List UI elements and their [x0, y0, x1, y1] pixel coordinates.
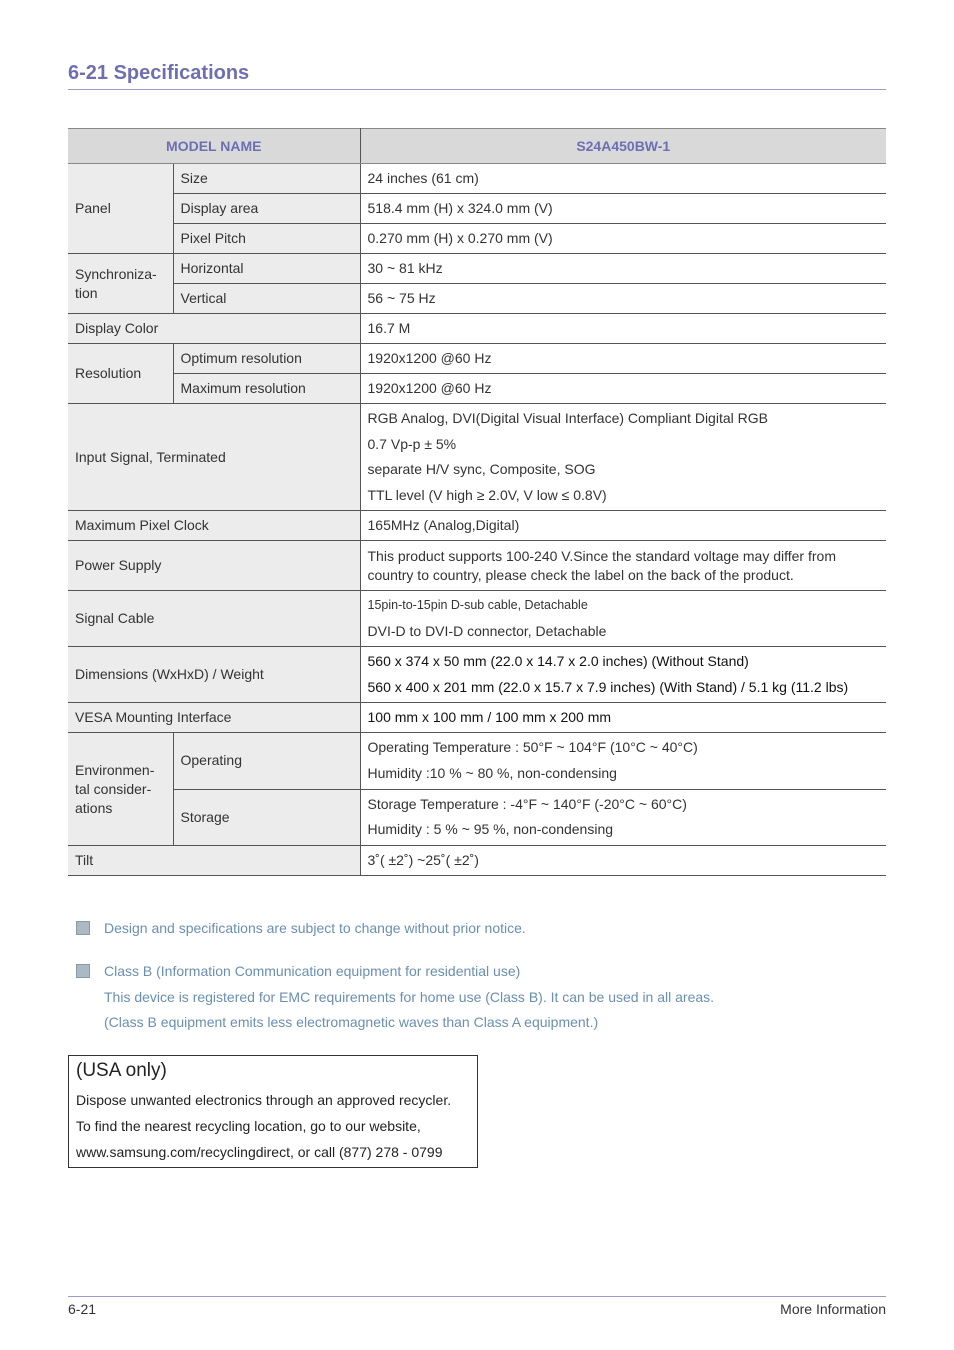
usa-line: Dispose unwanted electronics through an approved recycler. — [76, 1092, 452, 1108]
value-line: 560 x 400 x 201 mm (22.0 x 15.7 x 7.9 inches) (With Stand) / 5.1 kg (11.2 lbs) — [367, 678, 849, 695]
usa-heading: (USA only) — [76, 1060, 167, 1081]
table-row — [68, 541, 886, 591]
row-value: 518.4 mm (H) x 324.0 mm (V) — [360, 194, 886, 224]
row-value: 100 mm x 100 mm / 100 mm x 200 mm — [360, 703, 886, 733]
table-row — [68, 254, 886, 284]
row-label: Power Supply — [68, 541, 360, 591]
row-label: Input Signal, Terminated — [68, 404, 360, 511]
row-label: Pixel Pitch — [173, 224, 360, 254]
footer-page-number: 6-21 — [68, 1301, 97, 1317]
usa-line: To find the nearest recycling location, go to our website, — [76, 1118, 421, 1134]
row-label: Operating — [173, 733, 360, 790]
row-group-label-line: tal consider- — [75, 780, 152, 797]
value-line: country to country, please check the label on the back of the product. — [367, 566, 794, 583]
table-row — [68, 164, 886, 194]
value-line: Humidity :10 % ~ 80 %, non-condensing — [367, 764, 617, 781]
table-row — [68, 789, 886, 846]
row-value — [360, 789, 886, 846]
row-label: Vertical — [173, 284, 360, 314]
note-text: Design and specifications are subject to change without prior notice. — [104, 920, 526, 936]
value-line: Storage Temperature : -4°F ~ 140°F (-20°C ~ 60°C) — [367, 795, 687, 812]
page-title — [68, 62, 886, 90]
usa-line: www.samsung.com/recyclingdirect, or call (877) 278 - 0799 — [76, 1144, 443, 1160]
row-value: 16.7 M — [360, 314, 886, 344]
row-label: Maximum resolution — [173, 374, 360, 404]
row-value — [360, 647, 886, 703]
row-value — [360, 404, 886, 511]
table-row — [68, 284, 886, 314]
row-value — [360, 733, 886, 790]
value-line: RGB Analog, DVI(Digital Visual Interface) Compliant Digital RGB — [367, 410, 768, 426]
table-row — [68, 703, 886, 733]
table-row — [68, 314, 886, 344]
row-group-label: Resolution — [68, 344, 173, 404]
row-value: 3˚( ±2˚) ~25˚( ±2˚) — [360, 846, 886, 876]
row-group-label — [68, 733, 173, 846]
row-label: Storage — [173, 789, 360, 846]
row-label: Dimensions (WxHxD) / Weight — [68, 647, 360, 703]
row-value — [360, 591, 886, 647]
row-value — [360, 541, 886, 591]
row-value: 1920x1200 @60 Hz — [360, 344, 886, 374]
value-line: TTL level (V high ≥ 2.0V, V low ≤ 0.8V) — [367, 486, 607, 503]
value-line: 0.7 Vp-p ± 5% — [367, 435, 457, 452]
row-group-label-line: tion — [75, 284, 98, 301]
table-row — [68, 591, 886, 647]
row-label: Maximum Pixel Clock — [68, 511, 360, 541]
row-label: Tilt — [68, 846, 360, 876]
value-line: 15pin-to-15pin D-sub cable, Detachable — [367, 598, 588, 612]
value-line: DVI-D to DVI-D connector, Detachable — [367, 622, 607, 639]
row-label: Optimum resolution — [173, 344, 360, 374]
row-label: Horizontal — [173, 254, 360, 284]
row-value: 1920x1200 @60 Hz — [360, 374, 886, 404]
row-value: 165MHz (Analog,Digital) — [360, 511, 886, 541]
row-label: Signal Cable — [68, 591, 360, 647]
row-group-label-line: Synchroniza- — [75, 265, 157, 282]
note-1 — [76, 920, 776, 940]
note-icon — [76, 964, 90, 978]
note-text: (Class B equipment emits less electromagnetic waves than Class A equipment.) — [104, 1014, 599, 1030]
table-row — [68, 733, 886, 790]
footer-section: More Information — [780, 1301, 886, 1317]
table-row — [68, 846, 886, 876]
note-icon — [76, 921, 90, 935]
row-label: VESA Mounting Interface — [68, 703, 360, 733]
row-group-label-line: ations — [75, 799, 113, 816]
value-line: This product supports 100-240 V.Since the standard voltage may differ from — [367, 547, 836, 564]
table-row — [68, 194, 886, 224]
value-line: separate H/V sync, Composite, SOG — [367, 461, 596, 477]
table-row — [68, 647, 886, 703]
table-row — [68, 224, 886, 254]
value-line: Humidity : 5 % ~ 95 %, non-condensing — [367, 821, 614, 838]
table-row — [68, 344, 886, 374]
row-value: 24 inches (61 cm) — [360, 164, 886, 194]
header-model-value: S24A450BW-1 — [360, 129, 886, 164]
value-line: Operating Temperature : 50°F ~ 104°F (10°C ~ 40°C) — [367, 739, 698, 756]
row-value: 0.270 mm (H) x 0.270 mm (V) — [360, 224, 886, 254]
row-group-label: Panel — [68, 164, 173, 254]
spec-table — [68, 128, 886, 876]
note-text: Class B (Information Communication equipment for residential use) — [104, 963, 521, 979]
page-footer — [68, 1296, 886, 1317]
table-row — [68, 404, 886, 511]
row-group-label-line: Environmen- — [75, 761, 155, 778]
row-value: 30 ~ 81 kHz — [360, 254, 886, 284]
row-label: Display Color — [68, 314, 360, 344]
note-2 — [76, 963, 796, 1033]
row-group-label — [68, 254, 173, 314]
page-title-text: 6-21 Specifications — [68, 62, 250, 84]
row-value: 56 ~ 75 Hz — [360, 284, 886, 314]
table-row — [68, 511, 886, 541]
row-label: Size — [173, 164, 360, 194]
table-row — [68, 374, 886, 404]
table-header-row — [68, 129, 886, 164]
note-text: This device is registered for EMC requirements for home use (Class B). It can be used in all areas. — [104, 989, 715, 1005]
row-label: Display area — [173, 194, 360, 224]
value-line: 560 x 374 x 50 mm (22.0 x 14.7 x 2.0 inches) (Without Stand) — [367, 653, 749, 669]
usa-only-box — [68, 1055, 478, 1168]
header-model-name: MODEL NAME — [68, 129, 360, 164]
